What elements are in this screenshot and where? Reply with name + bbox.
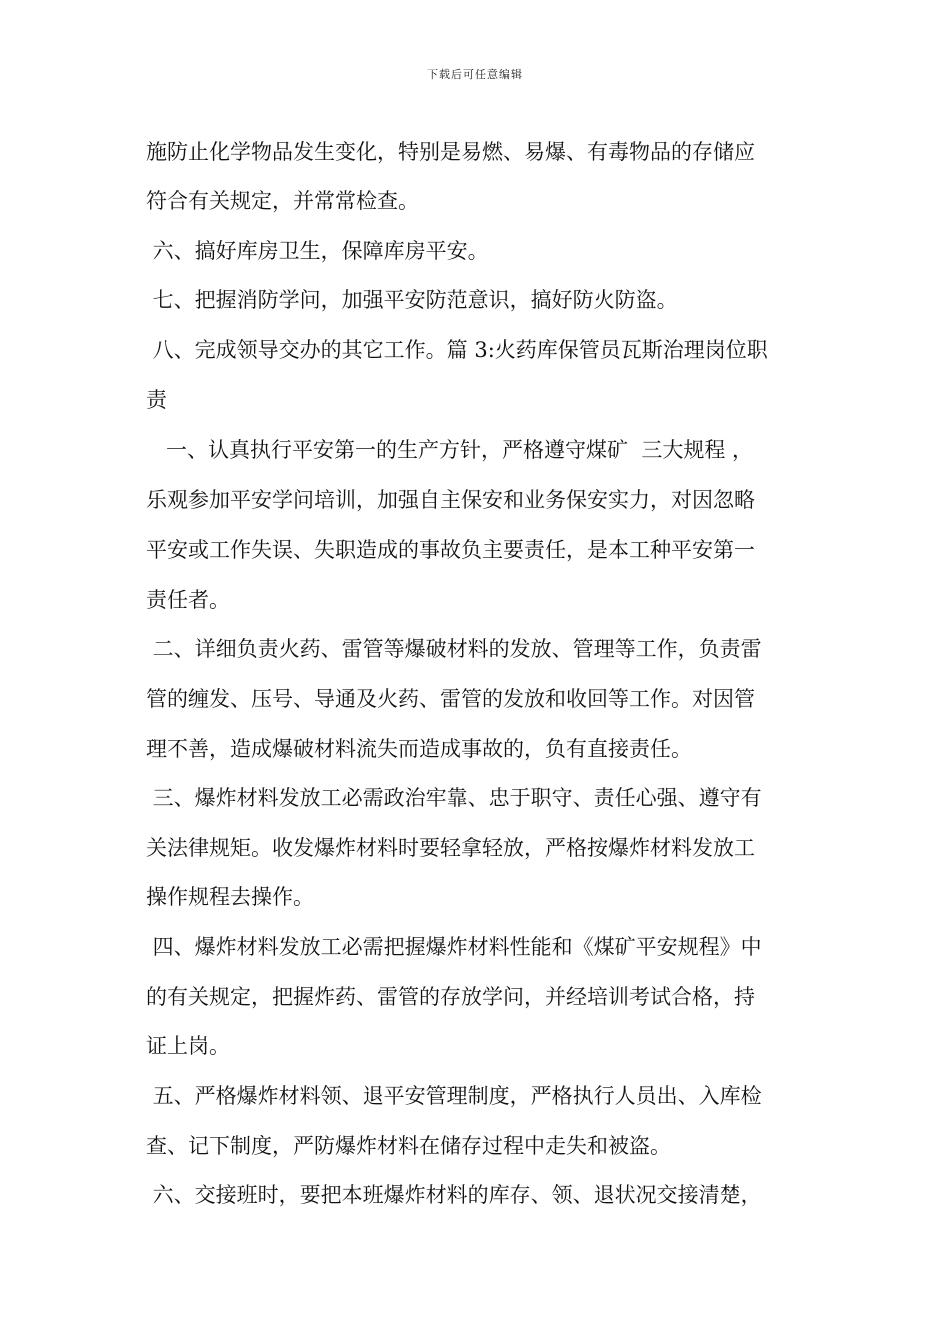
text-line: 平安或工作失误、失职造成的事故负主要责任，是本工种平安第一 <box>146 538 755 562</box>
text-line: 符合有关规定，并常常检查。 <box>146 189 419 213</box>
text-line: 关法律规矩。收发爆炸材料时要轻拿轻放，严格按爆炸材料发放工 <box>146 836 755 860</box>
text-line: 六、搞好库房卫生，保障库房平安。 <box>146 239 489 263</box>
page-header: 下载后可任意编辑 <box>427 68 523 81</box>
text-line: 证上岗。 <box>146 1034 230 1058</box>
text-line: 八、完成领导交办的其它工作。篇 3:火药库保管员瓦斯治理岗位职 <box>146 338 768 362</box>
text-line: 四、爆炸材料发放工必需把握爆炸材料性能和《煤矿平安规程》中 <box>146 935 762 959</box>
text-line: 六、交接班时，要把本班爆炸材料的库存、领、退状况交接清楚， <box>146 1183 762 1207</box>
text-line: 乐观参加平安学问培训，加强自主保安和业务保安实力，对因忽略 <box>146 488 755 512</box>
text-line: 责任者。 <box>146 588 230 612</box>
text-line: 操作规程去操作。 <box>146 885 314 909</box>
text-line: 一、认真执行平安第一的生产方针，严格遵守煤矿 三大规程 ， <box>146 438 754 462</box>
text-line: 三、爆炸材料发放工必需政治牢靠、忠于职守、责任心强、遵守有 <box>146 786 762 810</box>
text-line: 管的缠发、压号、导通及火药、雷管的发放和收回等工作。对因管 <box>146 687 755 711</box>
text-line: 的有关规定，把握炸药、雷管的存放学问，并经培训考试合格，持 <box>146 985 755 1009</box>
text-line: 七、把握消防学问，加强平安防范意识，搞好防火防盗。 <box>146 288 678 312</box>
text-line: 查、记下制度，严防爆炸材料在储存过程中走失和被盗。 <box>146 1134 671 1158</box>
text-line: 理不善，造成爆破材料流失而造成事故的，负有直接责任。 <box>146 737 692 761</box>
text-line: 五、严格爆炸材料领、退平安管理制度，严格执行人员出、入库检 <box>146 1084 762 1108</box>
text-line: 责 <box>146 388 167 412</box>
text-line: 二、详细负责火药、雷管等爆破材料的发放、管理等工作，负责雷 <box>146 637 762 661</box>
text-line: 施防止化学物品发生变化，特别是易燃、易爆、有毒物品的存储应 <box>146 140 755 164</box>
